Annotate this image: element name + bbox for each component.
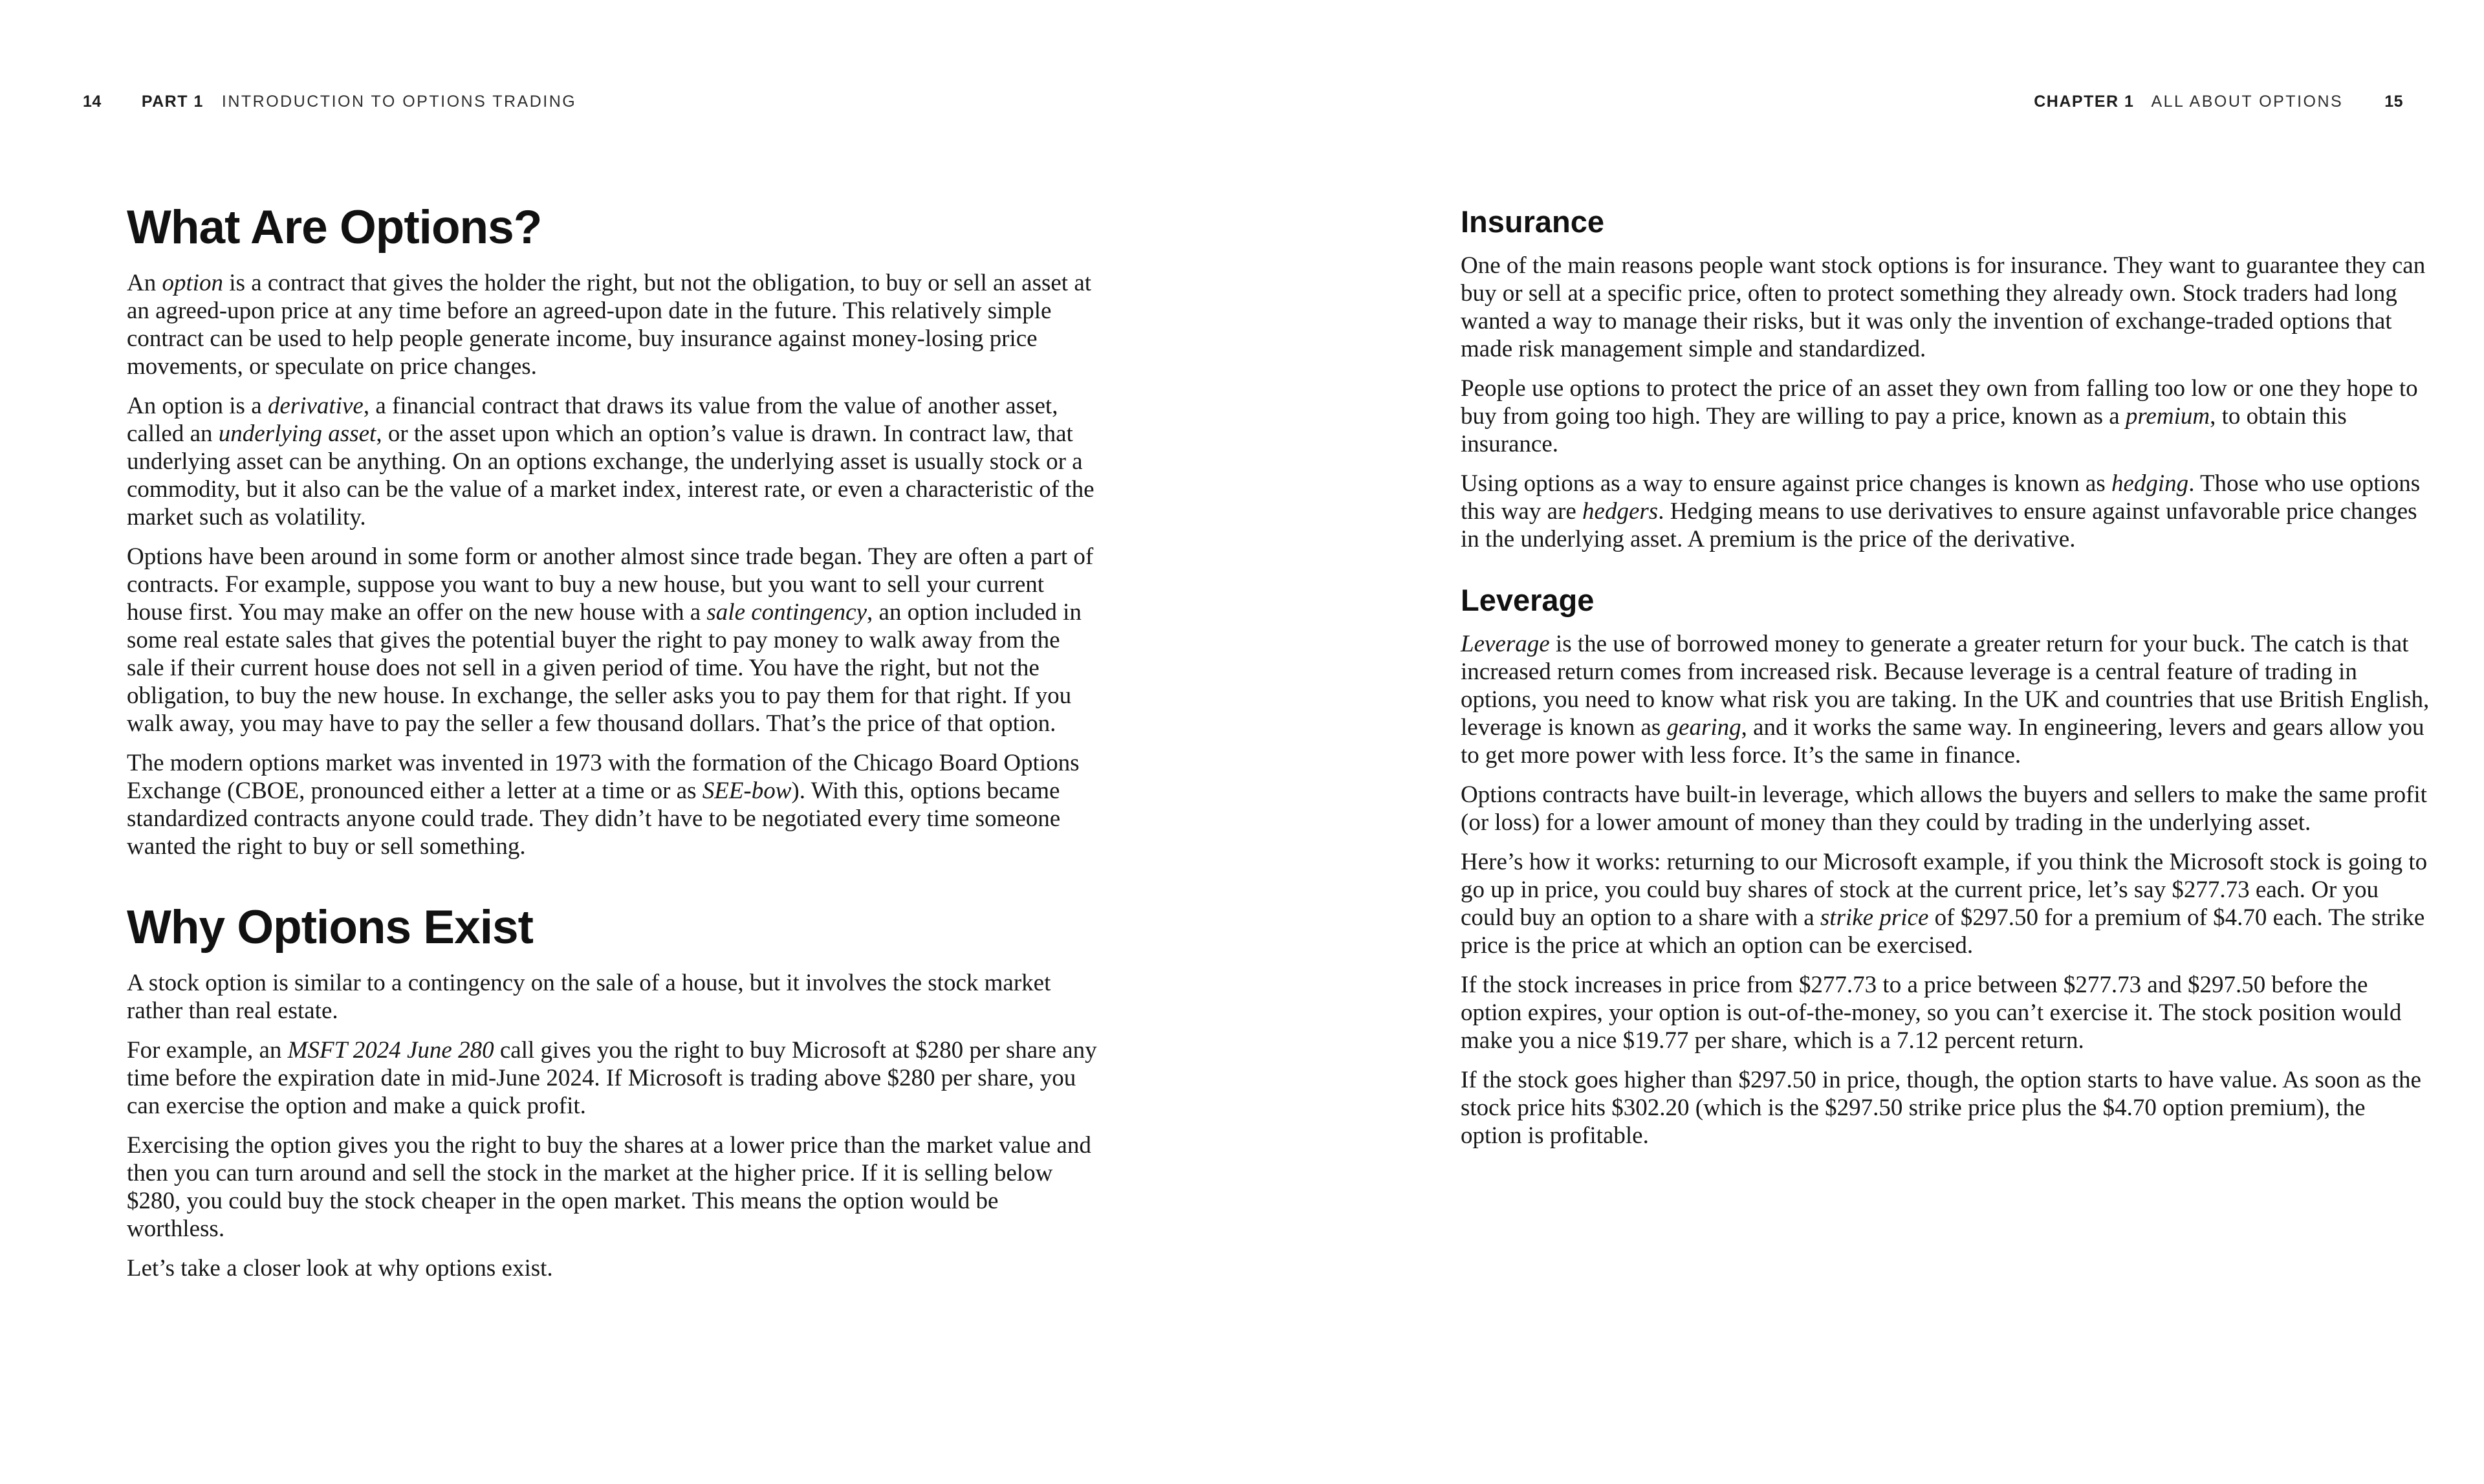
italic-text-run: hedgers xyxy=(1582,498,1659,525)
text-run: An xyxy=(127,270,162,296)
text-run: , a financial contract that draws its value from the value of another asset, called an xyxy=(127,393,1058,447)
text-run: . Hedging means to use derivatives to ensure against unfavorable price changes in the underlying asset. A premium is the price of the derivative. xyxy=(1461,498,2417,552)
text-run: , or the asset upon which an option’s value is drawn. In contract law, that underlying asset can be anything. On an options exchange, the underlying asset is usually stock or a commodity, but it also can be the value of a market index, interest rate, or even a characteristic of the market such as volatility. xyxy=(127,420,1095,530)
right-page-running-head xyxy=(2034,92,2403,111)
body-paragraph xyxy=(127,269,1097,380)
text-run: , to obtain this insurance. xyxy=(1461,403,2347,457)
body-paragraph xyxy=(127,1036,1097,1120)
chapter-title: ALL ABOUT OPTIONS xyxy=(2151,93,2344,111)
body-paragraph xyxy=(1461,252,2431,363)
text-run: call gives you the right to buy Microsoft at $280 per share any time before the expiration date in mid-June 2024. If Microsoft is trading above $280 per share, you can exercise the option and make a quick profit. xyxy=(127,1037,1097,1119)
body-paragraph xyxy=(127,749,1097,860)
text-run: is the use of borrowed money to generate a greater return for your buck. The catch is that increased return comes from increased risk. Because leverage is a central feature of trading in options, you need to know what risk you are taking. In the UK and countries that use British English, leverage is known as xyxy=(1461,631,2430,741)
text-run: Options have been around in some form or another almost since trade began. They are often a part of contracts. For example, suppose you want to buy a new house, but you want to sell your current house first. You may make an offer on the new house with a xyxy=(127,543,1094,626)
italic-text-run: strike price xyxy=(1820,904,1929,931)
section-heading: What Are Options? xyxy=(127,201,542,254)
chapter-label: CHAPTER 1 xyxy=(2034,93,2135,111)
text-run: A stock option is similar to a contingency on the sale of a house, but it involves the stock market rather than real estate. xyxy=(127,970,1051,1024)
italic-text-run: underlying asset xyxy=(218,420,376,447)
section-heading: Why Options Exist xyxy=(127,901,533,954)
text-run: of $297.50 for a premium of $4.70 each. The strike price is the price at which an option can be exercised. xyxy=(1461,904,2425,959)
text-run: Let’s take a closer look at why options exist. xyxy=(127,1255,553,1282)
text-run: People use options to protect the price of an asset they own from falling too low or one they hope to buy from going too high. They are willing to pay a price, known as a xyxy=(1461,375,2418,430)
body-paragraph xyxy=(1461,1066,2431,1150)
section-heading: Leverage xyxy=(1461,583,1595,617)
left-page-number: 14 xyxy=(83,93,102,111)
body-paragraph xyxy=(1461,848,2431,959)
right-page-text-column xyxy=(1461,204,2431,1161)
italic-text-run: Leverage xyxy=(1461,631,1550,657)
body-paragraph xyxy=(127,1254,1097,1282)
italic-text-run: sale contingency xyxy=(706,599,867,626)
italic-text-run: MSFT 2024 June 280 xyxy=(287,1037,494,1064)
text-run: . Those who use options this way are xyxy=(1461,470,2421,525)
text-run: If the stock goes higher than $297.50 in price, though, the option starts to have value. As soon as the stock price hits $302.20 (which is the $297.50 strike price plus the $4.70 option premium), the option is profitable. xyxy=(1461,1067,2421,1149)
italic-text-run: option xyxy=(162,270,224,296)
text-run: For example, an xyxy=(127,1037,288,1064)
text-run: , and it works the same way. In engineering, levers and gears allow you to get more power with less force. It’s the same in finance. xyxy=(1461,714,2424,769)
italic-text-run: hedging xyxy=(2111,470,2189,497)
italic-text-run: SEE-bow xyxy=(702,778,792,804)
body-paragraph xyxy=(127,1131,1097,1243)
left-page-running-head xyxy=(83,92,576,111)
body-paragraph xyxy=(1461,630,2431,769)
text-run: One of the main reasons people want stock options is for insurance. They want to guarantee they can buy or sell at a specific price, often to protect something they already own. Stock traders had long wanted a way to manage their risks, but it was only the invention of exchange-traded options that made risk management simple and standardized. xyxy=(1461,252,2426,362)
body-paragraph xyxy=(127,392,1097,531)
text-run: If the stock increases in price from $277.73 to a price between $277.73 and $297.50 before the option expires, your option is out-of-the-money, so you can’t exercise it. The stock position would make you a nice $19.77 per share, which is a 7.12 percent return. xyxy=(1461,972,2402,1054)
body-paragraph xyxy=(1461,470,2431,553)
text-run: The modern options market was invented in 1973 with the formation of the Chicago Board Options Exchange (CBOE, pronounced either a letter at a time or as xyxy=(127,750,1080,804)
italic-text-run: derivative xyxy=(267,393,364,419)
body-paragraph xyxy=(1461,781,2431,836)
body-paragraph xyxy=(127,969,1097,1025)
text-run: Here’s how it works: returning to our Microsoft example, if you think the Microsoft stock is going to go up in price, you could buy shares of stock at the current price, let’s say $277.73 each. Or you could buy an option to a share with a xyxy=(1461,849,2428,931)
text-run: Exercising the option gives you the right to buy the shares at a lower price than the market value and then you can turn around and sell the stock in the market at the higher price. If it is selling below $280, you could buy the stock cheaper in the open market. This means the option would be worthless. xyxy=(127,1132,1091,1242)
body-paragraph xyxy=(1461,375,2431,458)
text-run: An option is a xyxy=(127,393,268,419)
italic-text-run: premium xyxy=(2125,403,2210,430)
text-run: is a contract that gives the holder the right, but not the obligation, to buy or sell an asset at an agreed-upon price at any time before an agreed-upon date in the future. This relatively simple contract can be used to help people generate income, buy insurance against money-losing price movements, or speculate on price changes. xyxy=(127,270,1092,380)
text-run: , an option included in some real estate sales that gives the potential buyer the right to pay money to walk away from the sale if their current house does not sell in a given period of time. You have the right, but not the obligation, to buy the new house. In exchange, the seller asks you to pay them for that right. If you walk away, you may have to pay the seller a few thousand dollars. That’s the price of that option. xyxy=(127,599,1082,737)
text-run: Options contracts have built-in leverage, which allows the buyers and sellers to make the same profit (or loss) for a lower amount of money than they could by trading in the underlying asset. xyxy=(1461,781,2427,836)
body-paragraph xyxy=(1461,971,2431,1054)
italic-text-run: gearing xyxy=(1666,714,1741,741)
section-heading: Insurance xyxy=(1461,204,1605,239)
text-run: Using options as a way to ensure against price changes is known as xyxy=(1461,470,2111,497)
body-paragraph xyxy=(127,543,1097,737)
right-page-number: 15 xyxy=(2384,93,2403,111)
part-label: PART 1 xyxy=(141,93,204,111)
part-title: INTRODUCTION TO OPTIONS TRADING xyxy=(221,93,577,111)
left-page-text-column xyxy=(127,202,1097,1294)
text-run: ). With this, options became standardized contracts anyone could trade. They didn’t have to be negotiated every time someone wanted the right to buy or sell something. xyxy=(127,778,1061,860)
